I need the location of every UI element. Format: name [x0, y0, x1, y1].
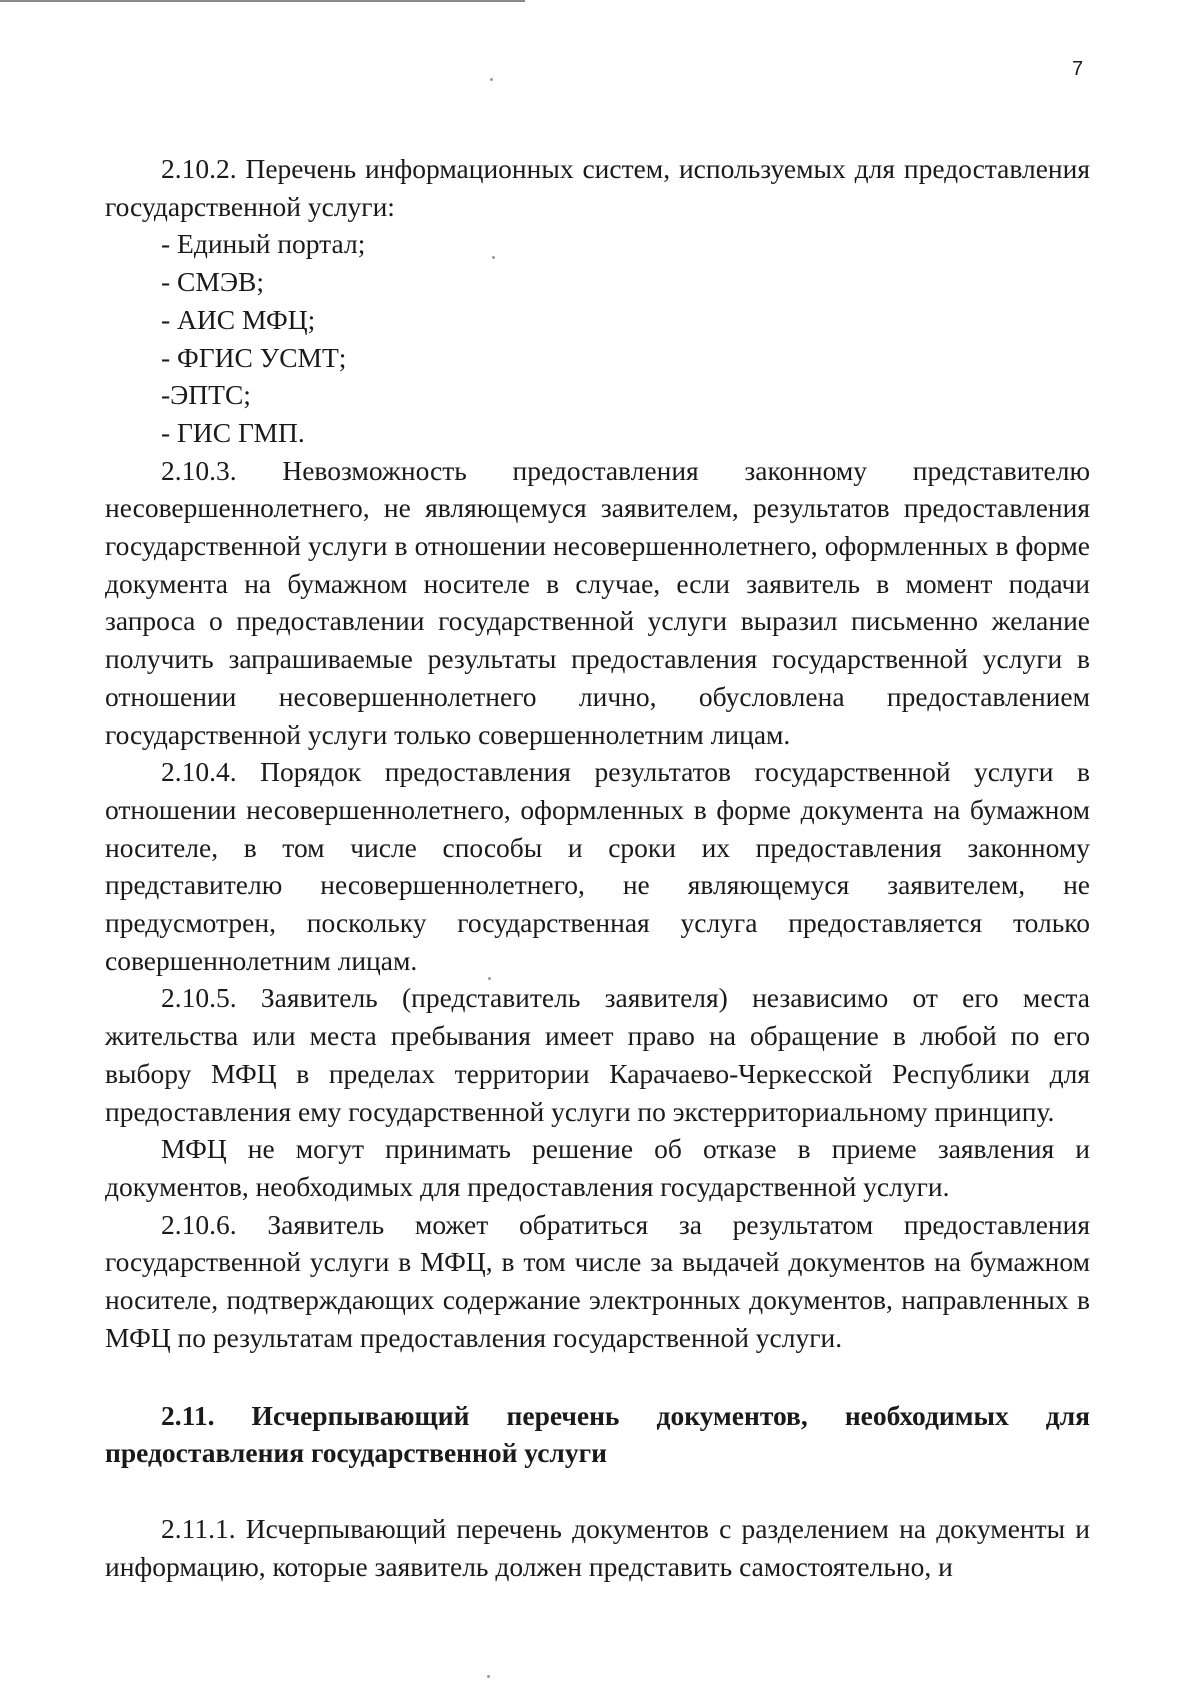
section-heading-2-11: 2.11. Исчерпывающий перечень документов, необходимых для предоставления государственной услуги: [105, 1399, 1090, 1469]
paragraph-2-10-5-mfc: МФЦ не могут принимать решение об отказе в приеме заявления и документов, необходимых для предоставления государственной услуги.: [105, 1133, 1090, 1202]
paragraph-2-10-5: 2.10.5. Заявитель (представитель заявителя) независимо от его места жительства или места пребывания имеет право на обращение в любой по его выбору МФЦ в пределах территории Карачаево-Черкесской Республики для предоставления ему государственной услуги по экстерриториальному принципу.: [105, 982, 1090, 1127]
paragraph-2-10-6: 2.10.6. Заявитель может обратиться за результатом предоставления государственной услуги в МФЦ, в том числе за выдачей документов на бумажном носителе, подтверждающих содержание электронных документов, направленных в МФЦ по результатам предоставления государственной услуги.: [105, 1208, 1090, 1353]
information-systems-list: [105, 225, 1090, 451]
list-item: - Единый портал;: [161, 228, 366, 260]
list-item: - ФГИС УСМТ;: [161, 341, 347, 373]
paragraph-2-10-3: 2.10.3. Невозможность предоставления законному представителю несовершеннолетнего, не являющемуся заявителем, результатов предоставления государственной услуги в отношении несовершеннолетнего, оформленных в форме документа на бумажном носителе в случае, если заявитель в момент подачи запроса о предоставлении государственной услуги выразил письменно желание получить запрашиваемые результаты предоставления государственной услуги в отношении несовершеннолетнего лично, обусловлена предоставлением государственной услуги только совершеннолетним лицам.: [105, 454, 1090, 750]
scan-speck: [490, 78, 493, 81]
paragraph-2-10-2: 2.10.2. Перечень информационных систем, используемых для предоставления государственной услуги:: [105, 153, 1090, 222]
list-item: - ГИС ГМП.: [161, 416, 305, 448]
scan-top-edge-line: [0, 0, 525, 2]
document-body: [105, 150, 1090, 1585]
page-number: 7: [1072, 58, 1084, 80]
list-item: - СМЭВ;: [161, 266, 264, 298]
paragraph-2-10-4: 2.10.4. Порядок предоставления результатов государственной услуги в отношении несовершеннолетнего, оформленных в форме документа на бумажном носителе, в том числе способы и сроки их предоставления законному представителю несовершеннолетнего, не являющемуся заявителем, не предусмотрен, поскольку государственная услуга предоставляется только совершеннолетним лицам.: [105, 756, 1090, 976]
scan-speck: [487, 1675, 490, 1678]
list-item: -ЭПТС;: [161, 379, 251, 411]
list-item: - АИС МФЦ;: [161, 303, 316, 335]
paragraph-2-11-1: 2.11.1. Исчерпывающий перечень документов с разделением на документы и информацию, которые заявитель должен представить самостоятельно, и: [105, 1512, 1090, 1582]
